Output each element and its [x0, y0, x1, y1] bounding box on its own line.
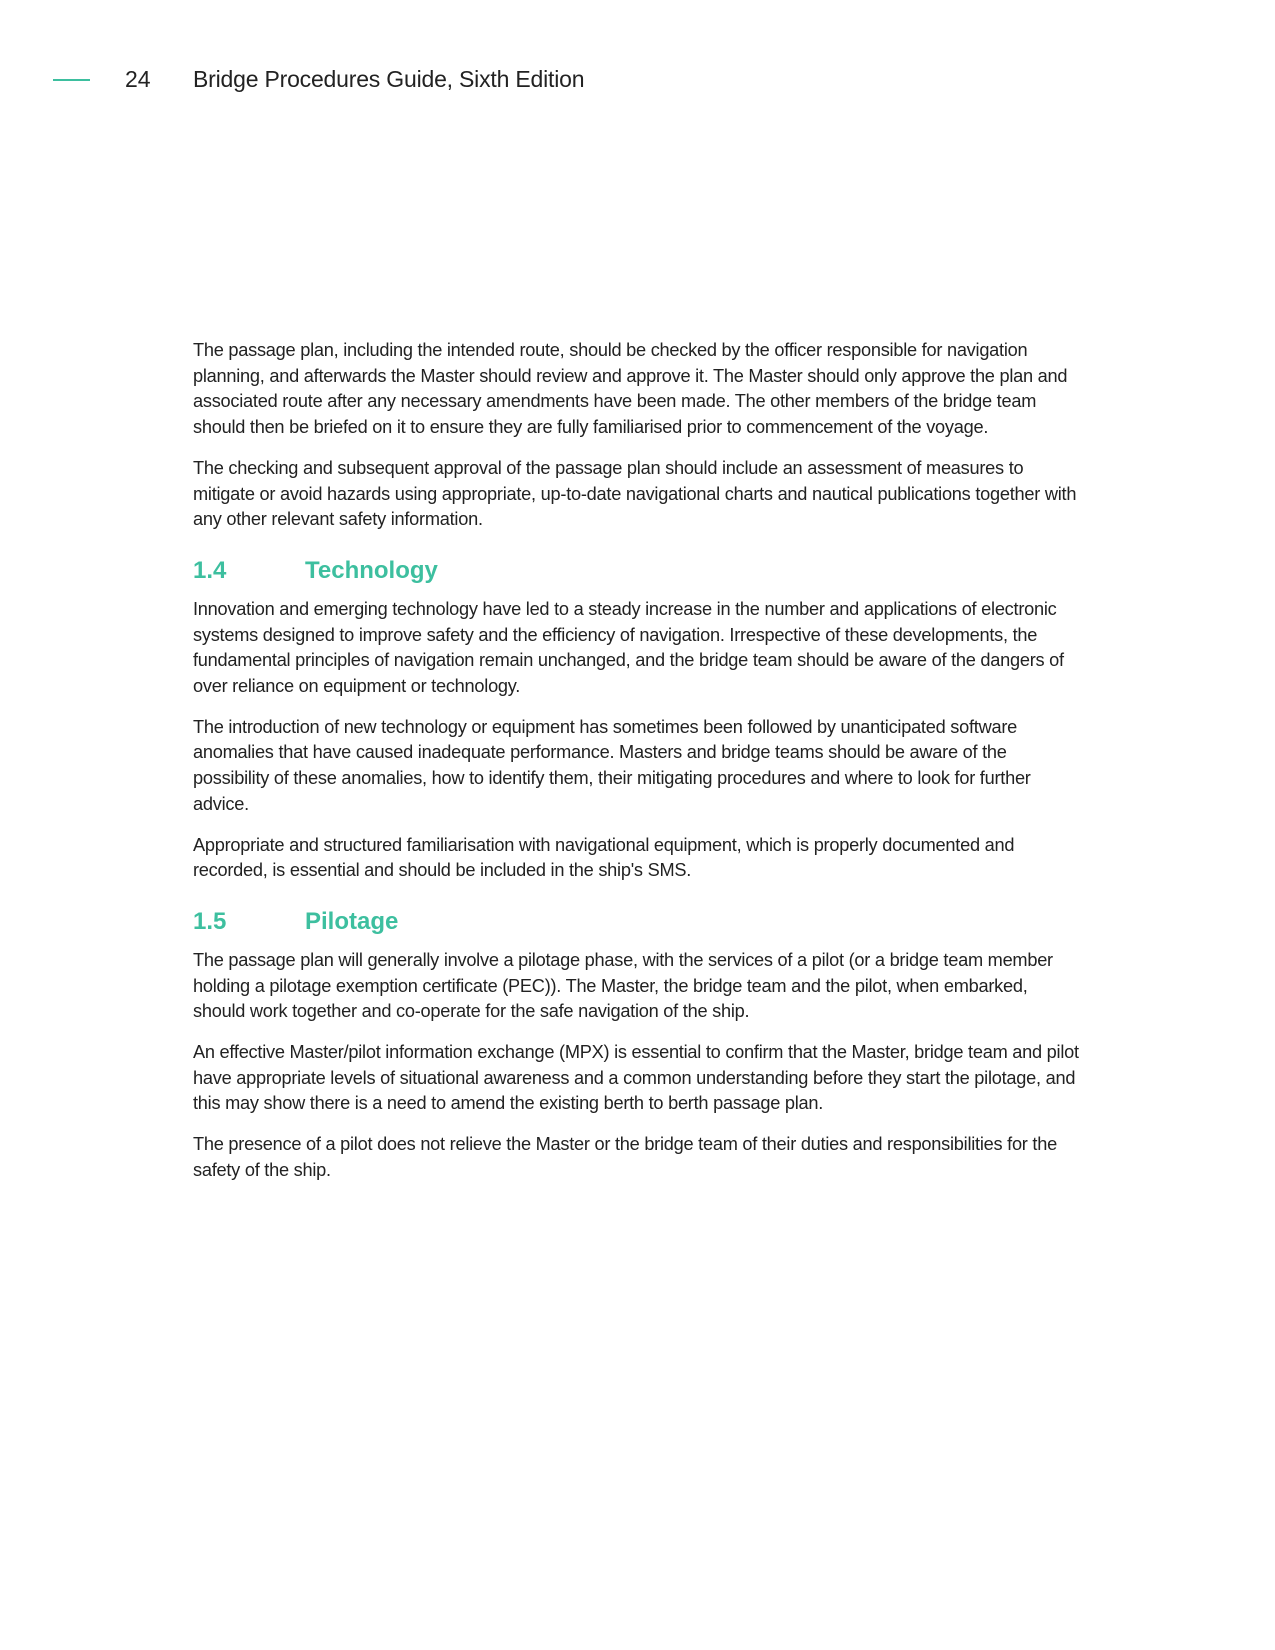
page-body — [193, 338, 1083, 1199]
body-paragraph: The passage plan, including the intended route, should be checked by the officer responsible for navigation planning, and afterwards the Master should review and approve it. The Master should only approve the plan and associated route after any necessary amendments have been made. The other members of the bridge team should then be briefed on it to ensure they are fully familiarised prior to commencement of the voyage. — [193, 340, 1068, 438]
body-paragraph: The checking and subsequent approval of the passage plan should include an assessment of measures to mitigate or avoid hazards using appropriate, up-to-date navigational charts and nautical publications together with any other relevant safety information. — [193, 457, 1077, 530]
header-accent-rule — [53, 79, 90, 81]
section-heading-pilotage — [193, 906, 1083, 938]
body-paragraph: The introduction of new technology or equipment has sometimes been followed by unanticipated software anomalies that have caused inadequate performance. Masters and bridge teams should be aware of the possibility of these anomalies, how to identify them, their mitigating procedures and where to look for further advice. — [193, 716, 1031, 814]
section-heading-technology — [193, 555, 1083, 587]
body-paragraph: The presence of a pilot does not relieve the Master or the bridge team of their duties and responsibilities for the safety of the ship. — [193, 1134, 1057, 1180]
body-paragraph: Innovation and emerging technology have led to a steady increase in the number and applications of electronic systems designed to improve safety and the efficiency of navigation. Irrespective of these developments, the fundamental principles of navigation remain unchanged, and the bridge team should be aware of the dangers of over reliance on equipment or technology. — [193, 598, 1064, 697]
body-paragraph: An effective Master/pilot information exchange (MPX) is essential to confirm that the Master, bridge team and pilot have appropriate levels of situational awareness and a common understanding before they start the pilotage, and this may show there is a need to amend the existing berth to berth passage plan. — [193, 1042, 1079, 1114]
running-header — [0, 64, 1275, 96]
section-title: Pilotage — [305, 907, 399, 935]
body-paragraph: The passage plan will generally involve a pilotage phase, with the services of a pilot (or a bridge team member holding a pilotage exemption certificate (PEC)). The Master, the bridge team and the pilot, when embarked, should work together and co-operate for the safe navigation of the ship. — [193, 949, 1053, 1022]
section-number: 1.4 — [193, 556, 227, 584]
section-number: 1.5 — [193, 907, 227, 935]
book-title: Bridge Procedures Guide, Sixth Edition — [193, 66, 585, 92]
section-title: Technology — [305, 556, 438, 584]
body-paragraph: Appropriate and structured familiarisation with navigational equipment, which is properly documented and recorded, is essential and should be included in the ship's SMS. — [193, 834, 1015, 881]
page-number: 24 — [125, 66, 151, 92]
